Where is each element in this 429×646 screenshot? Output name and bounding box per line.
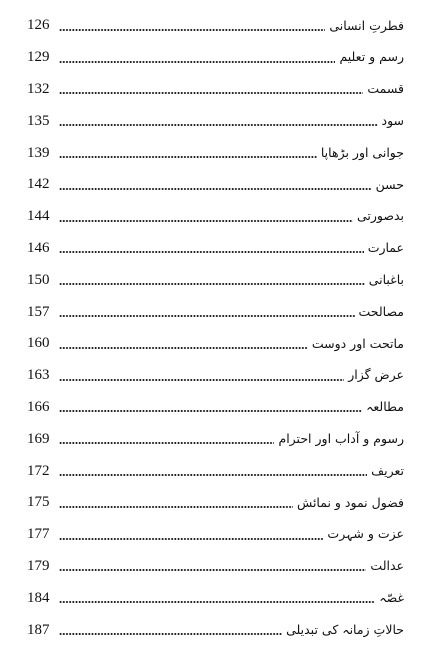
toc-entry: [27, 423, 404, 455]
dot-leader: [59, 565, 366, 575]
toc-title: غصّہ: [379, 589, 404, 605]
toc-page-number: 175: [27, 494, 50, 511]
dot-leader: [59, 152, 317, 162]
toc-entry: [27, 519, 404, 551]
dot-leader: [59, 247, 364, 257]
toc-page-number: 166: [27, 398, 50, 415]
table-of-contents: [27, 10, 404, 646]
toc-page-number: 169: [27, 430, 50, 447]
toc-page-number: 129: [27, 49, 50, 66]
toc-title: ماتحت اور دوست: [311, 335, 404, 351]
toc-title: حسن: [375, 176, 404, 192]
dot-leader: [59, 184, 372, 194]
toc-page-number: 184: [27, 589, 50, 606]
toc-entry: [27, 74, 404, 106]
toc-entry: [27, 42, 404, 74]
toc-title: رسوم و آداب اور احترام: [278, 431, 404, 446]
toc-entry: [27, 169, 404, 201]
toc-entry: [27, 137, 404, 169]
toc-title: بدصورتی: [356, 208, 404, 224]
toc-page-number: 142: [27, 176, 50, 193]
dot-leader: [59, 502, 293, 512]
toc-title: باغبانی: [368, 272, 404, 288]
toc-title: عمارت: [367, 240, 404, 256]
dot-leader: [59, 438, 274, 448]
dot-leader: [59, 88, 363, 98]
toc-page-number: 146: [27, 239, 50, 256]
toc-page-number: 163: [27, 367, 50, 384]
toc-entry: [27, 582, 404, 614]
dot-leader: [59, 406, 362, 416]
toc-title: سود: [381, 113, 404, 129]
toc-title: عرض گزار: [348, 367, 404, 383]
toc-entry: [27, 551, 404, 583]
toc-entry: [27, 455, 404, 487]
toc-page-number: 144: [27, 208, 50, 225]
dot-leader: [59, 120, 378, 130]
toc-entry: [27, 614, 404, 646]
toc-entry: [27, 201, 404, 233]
dot-leader: [59, 470, 367, 480]
toc-page-number: 139: [27, 144, 50, 161]
dot-leader: [59, 597, 375, 607]
dot-leader: [59, 534, 323, 544]
dot-leader: [59, 311, 355, 321]
toc-page-number: 150: [27, 271, 50, 288]
toc-page-number: 135: [27, 112, 50, 129]
toc-entry: [27, 328, 404, 360]
dot-leader: [59, 375, 344, 385]
toc-page-number: 157: [27, 303, 50, 320]
toc-entry: [27, 105, 404, 137]
toc-entry: [27, 296, 404, 328]
toc-title: تعریف: [371, 462, 404, 478]
toc-title: مصالحت: [358, 303, 404, 319]
toc-page-number: 187: [27, 621, 50, 638]
toc-entry: [27, 392, 404, 424]
toc-page-number: 160: [27, 335, 50, 352]
toc-title: قسمت: [367, 81, 404, 97]
dot-leader: [59, 57, 335, 67]
toc-title: جوانی اور بڑھاپا: [320, 144, 404, 160]
toc-entry: [27, 10, 404, 42]
toc-title: عزت و شہرت: [327, 526, 404, 542]
toc-page-number: 126: [27, 17, 50, 34]
dot-leader: [59, 216, 353, 226]
toc-entry: [27, 264, 404, 296]
toc-title: رسم و تعلیم: [339, 49, 404, 65]
toc-entry: [27, 360, 404, 392]
dot-leader: [59, 279, 365, 289]
toc-page-number: 177: [27, 526, 50, 543]
toc-title: فضول نمود و نمائش: [297, 494, 404, 510]
toc-page-number: 179: [27, 557, 50, 574]
toc-entry: [27, 487, 404, 519]
toc-page-number: 172: [27, 462, 50, 479]
dot-leader: [59, 343, 308, 353]
dot-leader: [59, 629, 282, 639]
toc-entry: [27, 233, 404, 265]
dot-leader: [59, 25, 325, 35]
toc-title: فطرتِ انسانی: [329, 17, 404, 33]
toc-page-number: 132: [27, 80, 50, 97]
toc-title: حالاتِ زمانہ کی تبدیلی: [286, 621, 404, 637]
toc-title: عدالت: [370, 558, 404, 574]
toc-title: مطالعہ: [366, 399, 404, 415]
